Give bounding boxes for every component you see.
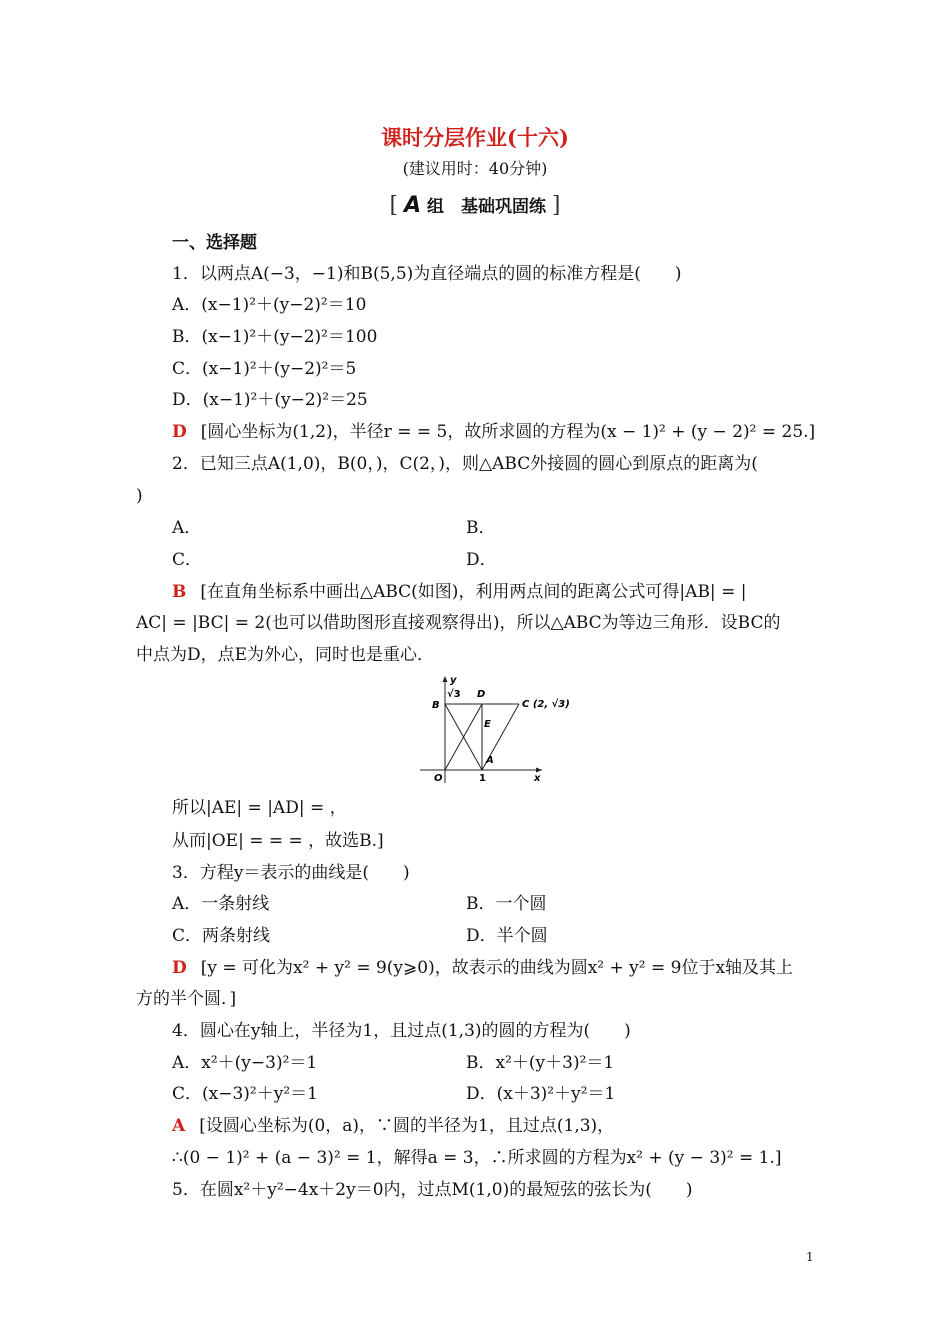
x-axis-arrow [536,768,542,773]
label-e: E [484,719,491,730]
q1-answer: D [172,422,187,442]
q2-option-d: D． [466,550,497,570]
q3-option-b: B．一个圆 [466,894,547,914]
group-label: 组 基础巩固练 [426,197,546,217]
label-a: A [486,755,494,766]
q2-solution-line3: 中点为D，点E为外心，同时也是重心． [136,645,435,665]
q2-stem-line2: ) [136,486,143,506]
q1-option-d: D．(x−1)²＋(y−2)²＝25 [172,390,368,410]
page-number: 1 [806,1250,814,1264]
q2-solution-line2: AC| = |BC| = 2(也可以借助图形直接观察得出)，所以△ABC为等边三角形．设BC的 [136,613,781,633]
q1-option-a: A．(x−1)²＋(y−2)²＝10 [172,295,367,315]
label-one: 1 [479,773,486,784]
q5-stem: 5．在圆x²＋y²−4x＋2y＝0内，过点M(1,0)的最短弦的弦长为( ) [172,1180,693,1200]
q4-option-c: C．(x−3)²＋y²＝1 [172,1084,318,1104]
q3-solution-text1: [y = 可化为x² + y² = 9(y⩾0)，故表示的曲线为圆x² + y² = 9位于x轴及其上 [200,958,794,978]
group-bracket-left: [ [389,193,399,218]
q4-stem: 4．圆心在y轴上，半径为1，且过点(1,3)的圆的方程为( ) [172,1021,631,1041]
q4-answer: A [172,1116,186,1136]
label-d: D [477,689,486,700]
label-c: C (2, √3) [522,699,570,710]
label-x: x [534,773,541,784]
q3-option-a: A．一条射线 [172,894,270,914]
page-title: 课时分层作业(十六) [381,125,569,150]
label-sqrt3: √3 [447,689,461,700]
label-y: y [450,675,457,686]
q2-after-figure-line1: 所以|AE| = |AD| = ， [172,798,347,818]
q4-solution-line2: ∴(0 − 1)² + (a − 3)² = 1，解得a = 3，∴所求圆的方程为x² + (y − 3)² = 1.] [172,1148,782,1168]
q4-solution-line1 [172,1114,614,1138]
page-subtitle: (建议用时：40分钟) [402,159,548,178]
q2-solution-line1 [172,580,746,604]
q2-after-figure-line2: 从而|OE| = = = ，故选B.] [172,831,384,851]
label-b: B [432,700,440,711]
q4-solution-text1: [设圆心坐标为(0，a)，∵圆的半径为1，且过点(1,3)， [199,1116,615,1136]
q3-solution-line1 [172,956,793,980]
q1-option-c: C．(x−1)²＋(y−2)²＝5 [172,359,357,379]
label-o: O [434,773,443,784]
q2-answer: B [172,582,187,602]
q3-option-c: C．两条射线 [172,926,271,946]
q1-solution-text: [圆心坐标为(1,2)，半径r = = 5，故所求圆的方程为(x − 1)² + (y − 2)² = 25.] [200,422,816,442]
q3-answer: D [172,958,187,978]
q2-option-a: A． [172,518,202,538]
q4-option-d: D．(x＋3)²＋y²＝1 [466,1084,616,1104]
q2-option-b: B． [466,518,496,538]
q1-solution [172,420,815,444]
q1-stem: 1．以两点A(−3，−1)和B(5,5)为直径端点的圆的标准方程是( ) [172,264,682,284]
q4-option-a: A．x²＋(y−3)²＝1 [172,1053,318,1073]
triangle-figure [418,673,578,785]
q1-option-b: B．(x−1)²＋(y−2)²＝100 [172,327,378,347]
group-heading [0,192,950,218]
group-bracket-right: ] [551,193,561,218]
y-axis-arrow [443,676,448,682]
group-letter: A [404,193,422,218]
section-title: 一、选择题 [172,233,257,253]
q2-option-c: C． [172,550,203,570]
q2-solution-text1: [在直角坐标系中画出△ABC(如图)，利用两点间的距离公式可得|AB| = | [200,582,747,602]
q2-stem-line1: 2．已知三点A(1,0)，B(0，)，C(2，)，则△ABC外接圆的圆心到原点的距离为( [172,454,758,474]
q3-option-d: D．半个圆 [466,926,548,946]
q3-stem: 3．方程y＝表示的曲线是( ) [172,863,410,883]
q4-option-b: B．x²＋(y＋3)²＝1 [466,1053,615,1073]
q3-solution-line2: 方的半个圆．] [136,989,237,1009]
